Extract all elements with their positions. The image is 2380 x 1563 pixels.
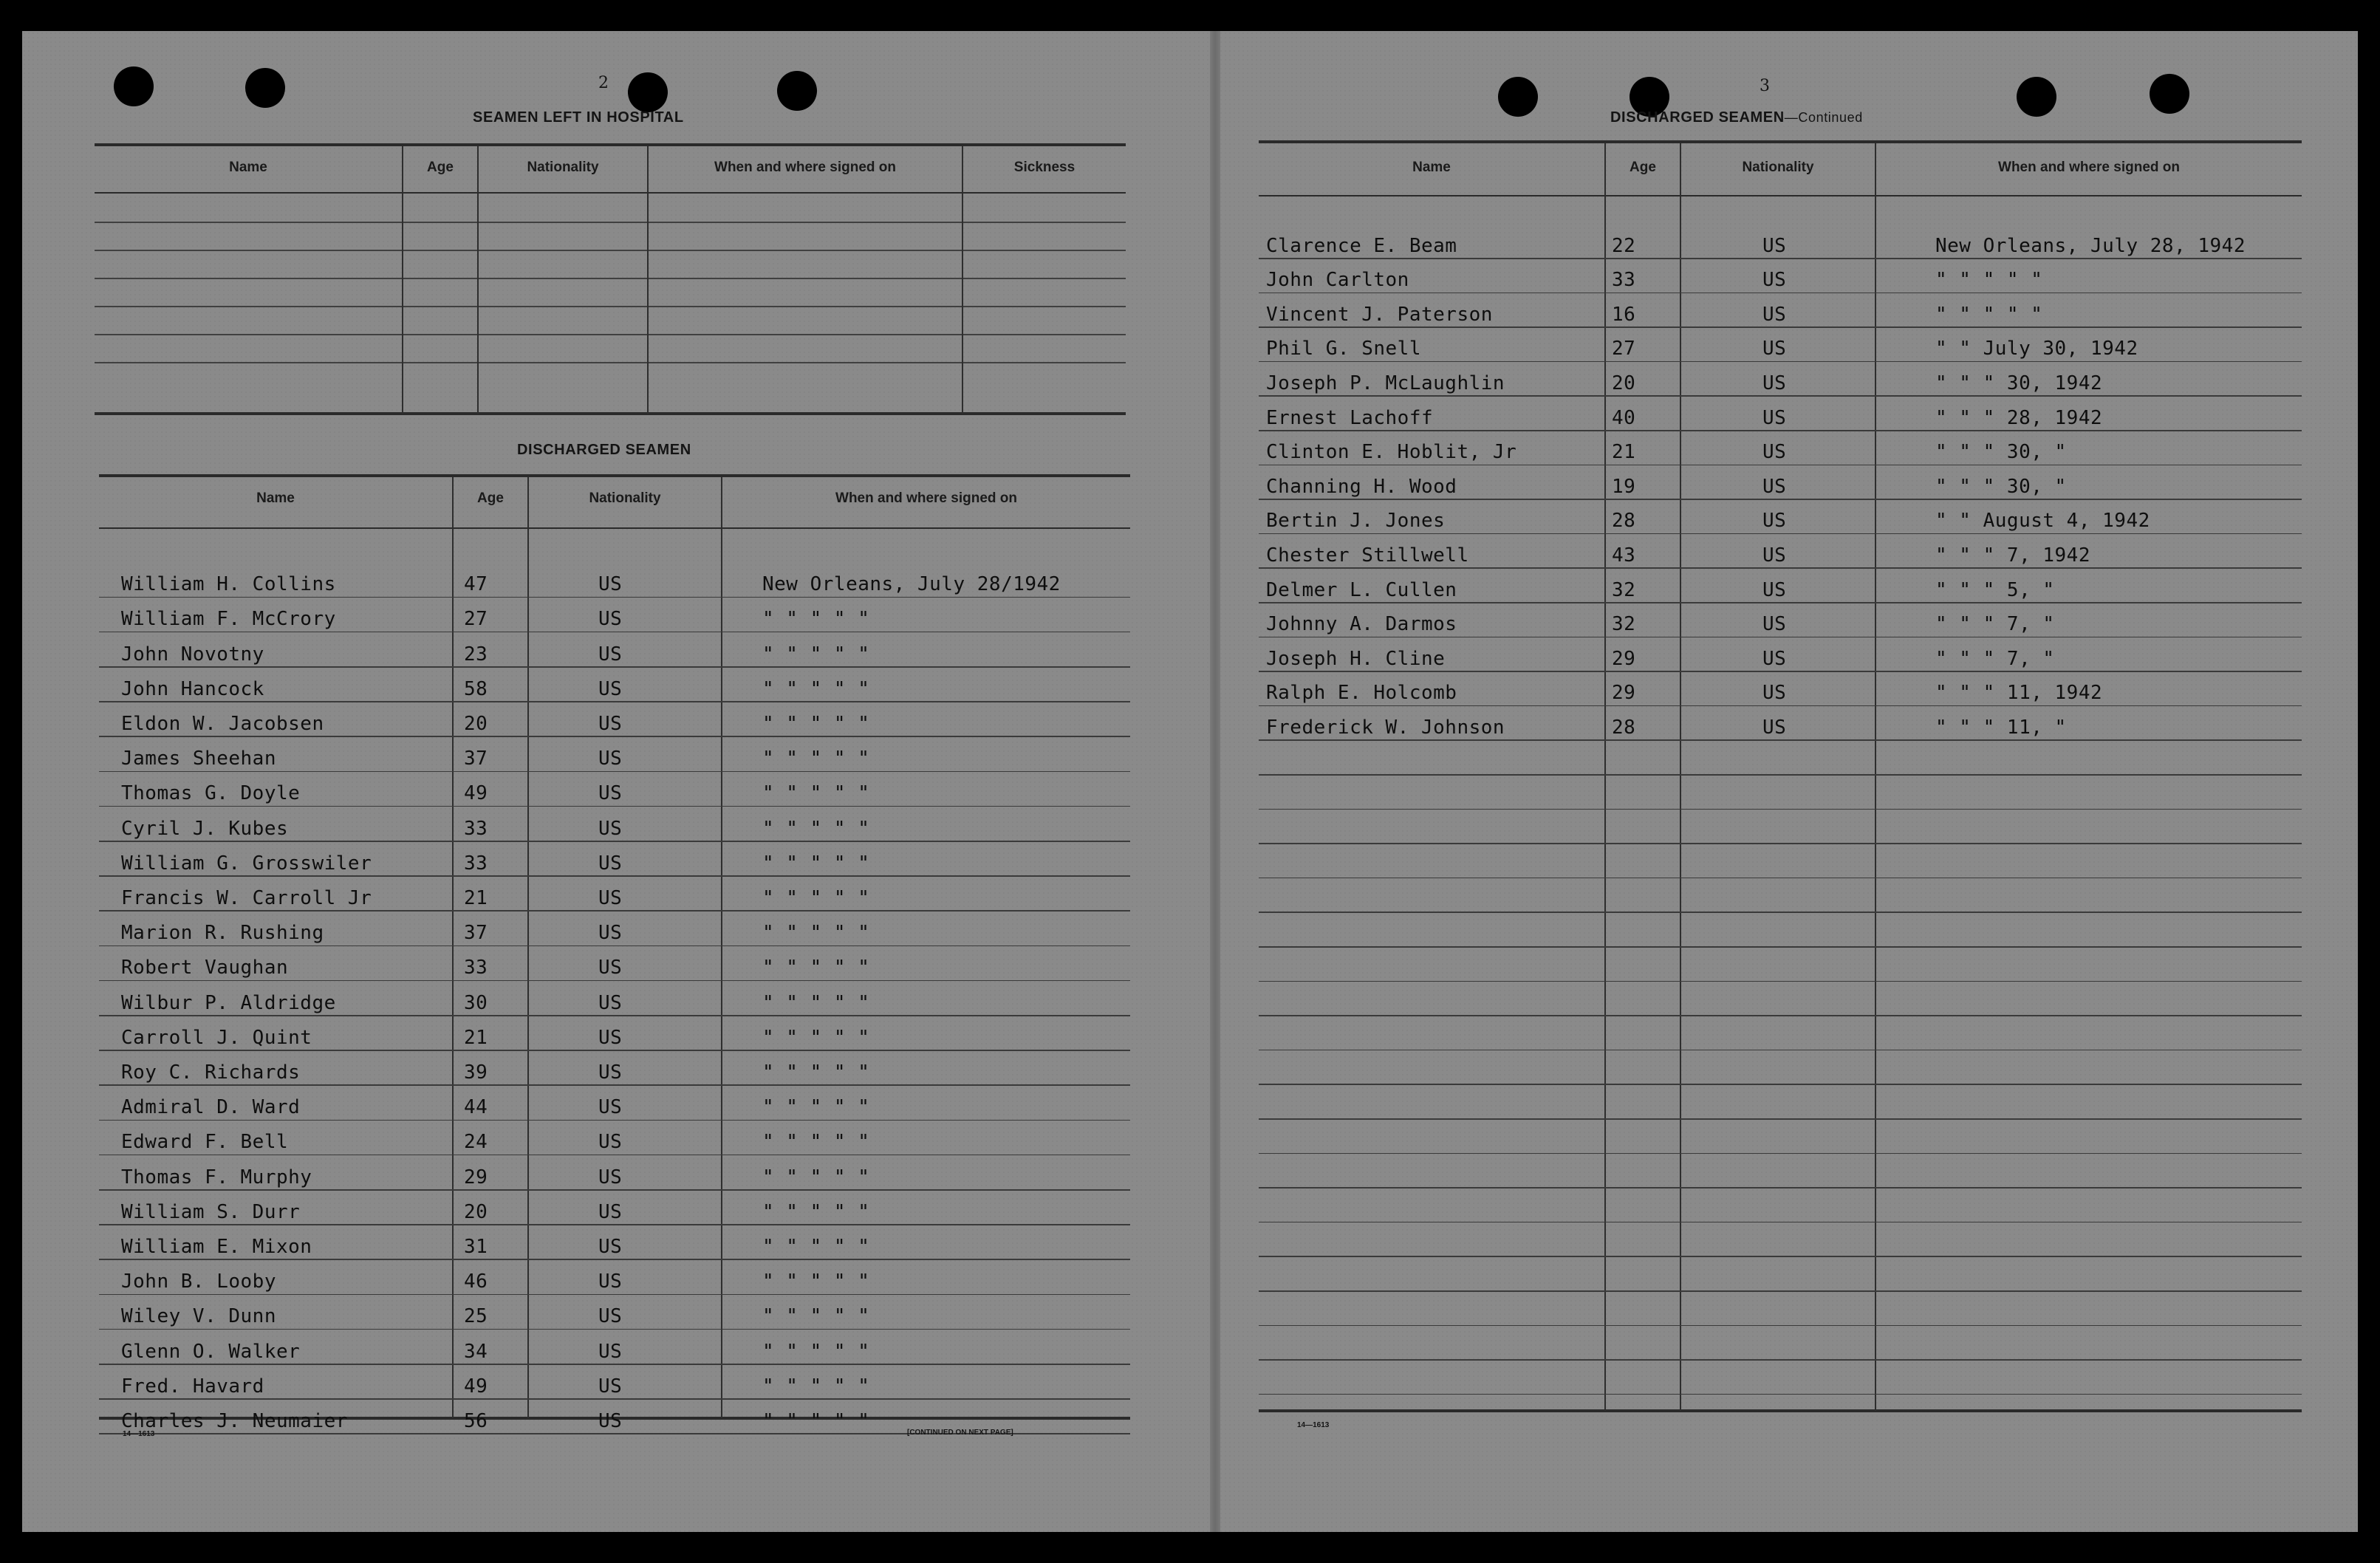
seaman-signed-on: " " " " " — [762, 748, 870, 770]
seaman-nationality: US — [598, 1270, 623, 1293]
seaman-nationality: US — [1762, 234, 1787, 257]
discharged-header-nationality: Nationality — [589, 490, 661, 506]
seaman-name: James Sheehan — [121, 748, 276, 770]
table-row — [99, 702, 1130, 737]
table-row — [1259, 637, 2302, 672]
seaman-nationality: US — [598, 643, 623, 666]
right-page — [1220, 31, 2358, 1532]
seaman-signed-on: " " " 7, " — [1935, 647, 2055, 670]
seaman-signed-on: " " August 4, 1942 — [1935, 510, 2150, 533]
page-number: 2 — [598, 74, 609, 92]
seaman-age: 32 — [1612, 613, 1636, 636]
seaman-name: Fred. Havard — [121, 1375, 264, 1398]
seaman-name: Delmer L. Cullen — [1266, 578, 1457, 601]
seaman-signed-on: " " " " " — [762, 1270, 870, 1293]
seaman-age: 27 — [1612, 338, 1636, 360]
seaman-signed-on: " " " 11, " — [1935, 716, 2067, 739]
seaman-signed-on: " " " " " — [762, 1061, 870, 1084]
seaman-name: William S. Durr — [121, 1200, 301, 1223]
table-row — [1259, 431, 2302, 466]
seaman-name: Joseph H. Cline — [1266, 647, 1446, 670]
seaman-nationality: US — [598, 886, 623, 909]
seaman-signed-on: " " " " " — [762, 712, 870, 735]
table-row — [99, 1121, 1130, 1155]
seaman-name: Thomas G. Doyle — [121, 782, 301, 805]
seaman-age: 29 — [464, 1166, 488, 1189]
seaman-name: Francis W. Carroll Jr — [121, 886, 372, 909]
table-row — [1259, 1085, 2302, 1120]
seaman-age: 34 — [464, 1340, 488, 1363]
seaman-signed-on: " " " 5, " — [1935, 578, 2055, 601]
seaman-age: 43 — [1612, 544, 1636, 567]
continued-note: [CONTINUED ON NEXT PAGE] — [907, 1429, 1013, 1437]
table-row — [99, 1016, 1130, 1051]
seaman-age: 47 — [464, 573, 488, 596]
table-divider — [647, 146, 649, 414]
discharged-header-name: Name — [256, 490, 295, 506]
seaman-nationality: US — [598, 782, 623, 805]
seaman-age: 58 — [464, 677, 488, 700]
table-row — [99, 842, 1130, 877]
seaman-name: Cyril J. Kubes — [121, 817, 289, 840]
seaman-age: 16 — [1612, 303, 1636, 326]
form-number: 14—1613 — [123, 1430, 155, 1438]
table-rule — [95, 306, 1126, 307]
seaman-signed-on: " " " 30, " — [1935, 475, 2067, 498]
seaman-signed-on: " " " " " — [762, 1340, 870, 1363]
seaman-age: 20 — [464, 712, 488, 735]
seaman-signed-on: " " " " " — [762, 1305, 870, 1328]
page-gutter — [1210, 31, 1220, 1532]
table-divider — [402, 146, 403, 414]
seaman-name: Ernest Lachoff — [1266, 406, 1434, 429]
seaman-signed-on: " " " " " — [762, 1375, 870, 1398]
seaman-age: 33 — [1612, 269, 1636, 292]
seaman-signed-on: " " " 11, 1942 — [1935, 682, 2103, 705]
seaman-signed-on: " " " " " — [762, 1166, 870, 1189]
seaman-name: Clarence E. Beam — [1266, 234, 1457, 257]
seaman-name: William F. McCrory — [121, 608, 336, 631]
hospital-header-name: Name — [229, 160, 267, 175]
table-rule — [99, 474, 1130, 477]
seaman-nationality: US — [598, 922, 623, 945]
seaman-signed-on: " " " " " — [762, 1096, 870, 1119]
table-row — [1259, 776, 2302, 810]
left-page — [22, 31, 1210, 1532]
seaman-name: William G. Grosswiler — [121, 852, 372, 875]
seaman-name: Clinton E. Hoblit, Jr — [1266, 441, 1517, 464]
table-row — [99, 877, 1130, 912]
table-row — [1259, 1154, 2302, 1189]
table-rule — [95, 334, 1126, 335]
seaman-nationality: US — [1762, 578, 1787, 601]
table-row — [99, 946, 1130, 981]
seaman-name: John Novotny — [121, 643, 264, 666]
table-row — [1259, 913, 2302, 948]
seaman-signed-on: " " " " " — [762, 991, 870, 1014]
seaman-nationality: US — [1762, 613, 1787, 636]
form-number: 14—1613 — [1297, 1421, 1330, 1429]
seaman-age: 37 — [464, 922, 488, 945]
seaman-nationality: US — [1762, 269, 1787, 292]
seaman-name: John Hancock — [121, 677, 264, 700]
seaman-age: 33 — [464, 852, 488, 875]
seaman-signed-on: " " " " " — [762, 886, 870, 909]
seaman-nationality: US — [598, 1096, 623, 1119]
continued-header-name: Name — [1412, 160, 1451, 175]
page-number: 3 — [1760, 77, 1770, 95]
discharged-continued-title — [1610, 109, 1863, 126]
row-rule — [1259, 1394, 2302, 1395]
seaman-signed-on: " " " 7, 1942 — [1935, 544, 2090, 567]
table-rule — [95, 192, 1126, 194]
seaman-age: 21 — [464, 886, 488, 909]
seaman-nationality: US — [598, 748, 623, 770]
table-row — [1259, 569, 2302, 603]
seaman-name: Chester Stillwell — [1266, 544, 1469, 567]
table-rule — [1259, 195, 2302, 196]
seaman-nationality: US — [598, 1200, 623, 1223]
seaman-age: 29 — [1612, 647, 1636, 670]
seaman-signed-on: " " " " " — [762, 957, 870, 979]
title-suffix: —Continued — [1784, 110, 1863, 125]
seaman-age: 56 — [464, 1409, 488, 1432]
seaman-name: Charles J. Neumaier — [121, 1409, 348, 1432]
seaman-age: 29 — [1612, 682, 1636, 705]
table-row — [1259, 465, 2302, 500]
seaman-nationality: US — [598, 1061, 623, 1084]
table-divider — [962, 146, 963, 414]
seaman-name: Edward F. Bell — [121, 1131, 289, 1154]
table-row — [1259, 603, 2302, 638]
table-row — [99, 632, 1130, 667]
table-row — [99, 1330, 1130, 1364]
seaman-signed-on: " " " " " — [762, 1409, 870, 1432]
seaman-age: 49 — [464, 782, 488, 805]
seaman-signed-on: " " " " " — [762, 852, 870, 875]
seaman-age: 21 — [1612, 441, 1636, 464]
seaman-name: Vincent J. Paterson — [1266, 303, 1493, 326]
table-row — [99, 598, 1130, 632]
continued-header-signed-on: When and where signed on — [1998, 160, 2180, 175]
seaman-age: 20 — [1612, 372, 1636, 394]
seaman-signed-on: " " " 28, 1942 — [1935, 406, 2103, 429]
discharged-header-signed-on: When and where signed on — [835, 490, 1017, 506]
table-row — [99, 1225, 1130, 1260]
seaman-signed-on: " " " 7, " — [1935, 613, 2055, 636]
discharged-section-title: DISCHARGED SEAMEN — [517, 442, 691, 458]
hospital-header-age: Age — [427, 160, 454, 175]
seaman-nationality: US — [598, 957, 623, 979]
table-row — [1259, 328, 2302, 363]
seaman-name: Roy C. Richards — [121, 1061, 301, 1084]
seaman-nationality: US — [598, 1235, 623, 1258]
seaman-age: 20 — [464, 1200, 488, 1223]
seaman-nationality: US — [1762, 475, 1787, 498]
seaman-name: John Carlton — [1266, 269, 1409, 292]
seaman-signed-on: " " " " " — [762, 922, 870, 945]
table-row — [1259, 1016, 2302, 1051]
seaman-age: 30 — [464, 991, 488, 1014]
seaman-signed-on: " " " " " — [762, 1235, 870, 1258]
seaman-name: Marion R. Rushing — [121, 922, 324, 945]
table-row — [99, 1086, 1130, 1121]
seaman-age: 31 — [464, 1235, 488, 1258]
table-row — [99, 1155, 1130, 1190]
hospital-header-nationality: Nationality — [527, 160, 599, 175]
seaman-signed-on: " " July 30, 1942 — [1935, 338, 2138, 360]
table-row — [1259, 259, 2302, 294]
table-row — [1259, 1326, 2302, 1361]
seaman-signed-on: " " " 30, " — [1935, 441, 2067, 464]
seaman-signed-on: " " " " " — [762, 1200, 870, 1223]
seaman-signed-on: " " " " " — [762, 608, 870, 631]
seaman-name: Johnny A. Darmos — [1266, 613, 1457, 636]
table-row — [1259, 1292, 2302, 1327]
seaman-name: Admiral D. Ward — [121, 1096, 301, 1119]
hospital-header-signed-on: When and where signed on — [714, 160, 896, 175]
table-rule — [95, 143, 1126, 146]
table-row — [99, 807, 1130, 841]
seaman-signed-on: " " " " " — [1935, 303, 2043, 326]
table-row — [1259, 534, 2302, 569]
table-rule — [95, 362, 1126, 363]
seaman-age: 40 — [1612, 406, 1636, 429]
discharged-header-age: Age — [477, 490, 504, 506]
title-main: DISCHARGED SEAMEN — [1610, 109, 1785, 126]
seaman-nationality: US — [598, 1340, 623, 1363]
table-rule — [1259, 140, 2302, 143]
table-row — [99, 981, 1130, 1016]
seaman-name: Carroll J. Quint — [121, 1026, 312, 1049]
table-rule — [1259, 1409, 2302, 1412]
hospital-header-sickness: Sickness — [1013, 160, 1076, 175]
seaman-age: 33 — [464, 817, 488, 840]
seaman-signed-on: " " " " " — [762, 1131, 870, 1154]
table-row — [1259, 1120, 2302, 1155]
seaman-age: 27 — [464, 608, 488, 631]
seaman-nationality: US — [598, 1026, 623, 1049]
seaman-nationality: US — [598, 1166, 623, 1189]
seaman-nationality: US — [598, 677, 623, 700]
seaman-age: 37 — [464, 748, 488, 770]
seaman-name: Ralph E. Holcomb — [1266, 682, 1457, 705]
seaman-age: 23 — [464, 643, 488, 666]
seaman-nationality: US — [1762, 716, 1787, 739]
seaman-name: William H. Collins — [121, 573, 336, 596]
seaman-age: 28 — [1612, 510, 1636, 533]
table-row — [1259, 225, 2302, 259]
seaman-name: Wiley V. Dunn — [121, 1305, 276, 1328]
seaman-age: 22 — [1612, 234, 1636, 257]
seaman-age: 24 — [464, 1131, 488, 1154]
seaman-signed-on: " " " " " — [1935, 269, 2043, 292]
seaman-signed-on: New Orleans, July 28, 1942 — [1935, 234, 2246, 257]
seaman-age: 39 — [464, 1061, 488, 1084]
seaman-signed-on: " " " " " — [762, 1026, 870, 1049]
table-row — [99, 1295, 1130, 1330]
seaman-name: Bertin J. Jones — [1266, 510, 1446, 533]
table-row — [1259, 948, 2302, 982]
seaman-nationality: US — [598, 817, 623, 840]
seaman-name: Wilbur P. Aldridge — [121, 991, 336, 1014]
seaman-nationality: US — [1762, 338, 1787, 360]
seaman-nationality: US — [598, 1305, 623, 1328]
seaman-name: Phil G. Snell — [1266, 338, 1421, 360]
table-row — [1259, 810, 2302, 844]
seaman-nationality: US — [1762, 406, 1787, 429]
table-rule — [95, 222, 1126, 223]
table-row — [99, 772, 1130, 807]
table-row — [1259, 706, 2302, 741]
table-row — [99, 912, 1130, 946]
table-row — [99, 1260, 1130, 1295]
table-row — [1259, 293, 2302, 328]
seaman-nationality: US — [1762, 682, 1787, 705]
seaman-name: Channing H. Wood — [1266, 475, 1457, 498]
table-row — [1259, 397, 2302, 431]
seaman-name: William E. Mixon — [121, 1235, 312, 1258]
hospital-section-title: SEAMEN LEFT IN HOSPITAL — [473, 109, 684, 126]
seaman-name: Thomas F. Murphy — [121, 1166, 312, 1189]
seaman-name: Joseph P. McLaughlin — [1266, 372, 1505, 394]
continued-header-age: Age — [1630, 160, 1656, 175]
seaman-nationality: US — [1762, 372, 1787, 394]
table-row — [1259, 672, 2302, 707]
table-row — [1259, 844, 2302, 879]
seaman-name: John B. Looby — [121, 1270, 276, 1293]
seaman-name: Eldon W. Jacobsen — [121, 712, 324, 735]
seaman-name: Frederick W. Johnson — [1266, 716, 1505, 739]
seaman-age: 25 — [464, 1305, 488, 1328]
seaman-age: 49 — [464, 1375, 488, 1398]
seaman-name: Robert Vaughan — [121, 957, 289, 979]
table-row — [1259, 362, 2302, 397]
table-row — [1259, 982, 2302, 1016]
seaman-nationality: US — [598, 712, 623, 735]
seaman-nationality: US — [598, 852, 623, 875]
seaman-nationality: US — [1762, 303, 1787, 326]
continued-header-nationality: Nationality — [1742, 160, 1814, 175]
table-row — [1259, 1050, 2302, 1085]
seaman-signed-on: " " " " " — [762, 677, 870, 700]
seaman-nationality: US — [1762, 647, 1787, 670]
table-row — [1259, 741, 2302, 776]
table-row — [1259, 1361, 2302, 1395]
table-row — [1259, 500, 2302, 535]
seaman-nationality: US — [598, 1409, 623, 1432]
seaman-signed-on: " " " 30, 1942 — [1935, 372, 2103, 394]
table-row — [99, 563, 1130, 598]
table-rule — [99, 527, 1130, 529]
table-row — [99, 1191, 1130, 1225]
table-rule — [95, 250, 1126, 251]
seaman-nationality: US — [598, 991, 623, 1014]
seaman-age: 32 — [1612, 578, 1636, 601]
table-rule — [95, 278, 1126, 279]
seaman-nationality: US — [598, 1131, 623, 1154]
seaman-signed-on: " " " " " — [762, 643, 870, 666]
seaman-name: Glenn O. Walker — [121, 1340, 301, 1363]
seaman-age: 28 — [1612, 716, 1636, 739]
seaman-age: 21 — [464, 1026, 488, 1049]
table-row — [99, 1051, 1130, 1086]
table-row — [1259, 1189, 2302, 1223]
seaman-age: 44 — [464, 1096, 488, 1119]
seaman-nationality: US — [598, 573, 623, 596]
table-row — [99, 737, 1130, 772]
seaman-nationality: US — [1762, 510, 1787, 533]
table-row — [1259, 1222, 2302, 1257]
seaman-signed-on: " " " " " — [762, 817, 870, 840]
seaman-nationality: US — [1762, 544, 1787, 567]
seaman-nationality: US — [598, 608, 623, 631]
seaman-age: 33 — [464, 957, 488, 979]
document-spread — [22, 31, 2358, 1532]
table-row — [99, 1365, 1130, 1400]
table-row — [1259, 878, 2302, 913]
seaman-signed-on: " " " " " — [762, 782, 870, 805]
seaman-signed-on: New Orleans, July 28/1942 — [762, 573, 1061, 596]
table-row — [99, 668, 1130, 702]
seaman-age: 19 — [1612, 475, 1636, 498]
seaman-age: 46 — [464, 1270, 488, 1293]
table-row — [1259, 1257, 2302, 1292]
table-rule — [95, 412, 1126, 415]
seaman-nationality: US — [1762, 441, 1787, 464]
seaman-nationality: US — [598, 1375, 623, 1398]
table-divider — [477, 146, 479, 414]
